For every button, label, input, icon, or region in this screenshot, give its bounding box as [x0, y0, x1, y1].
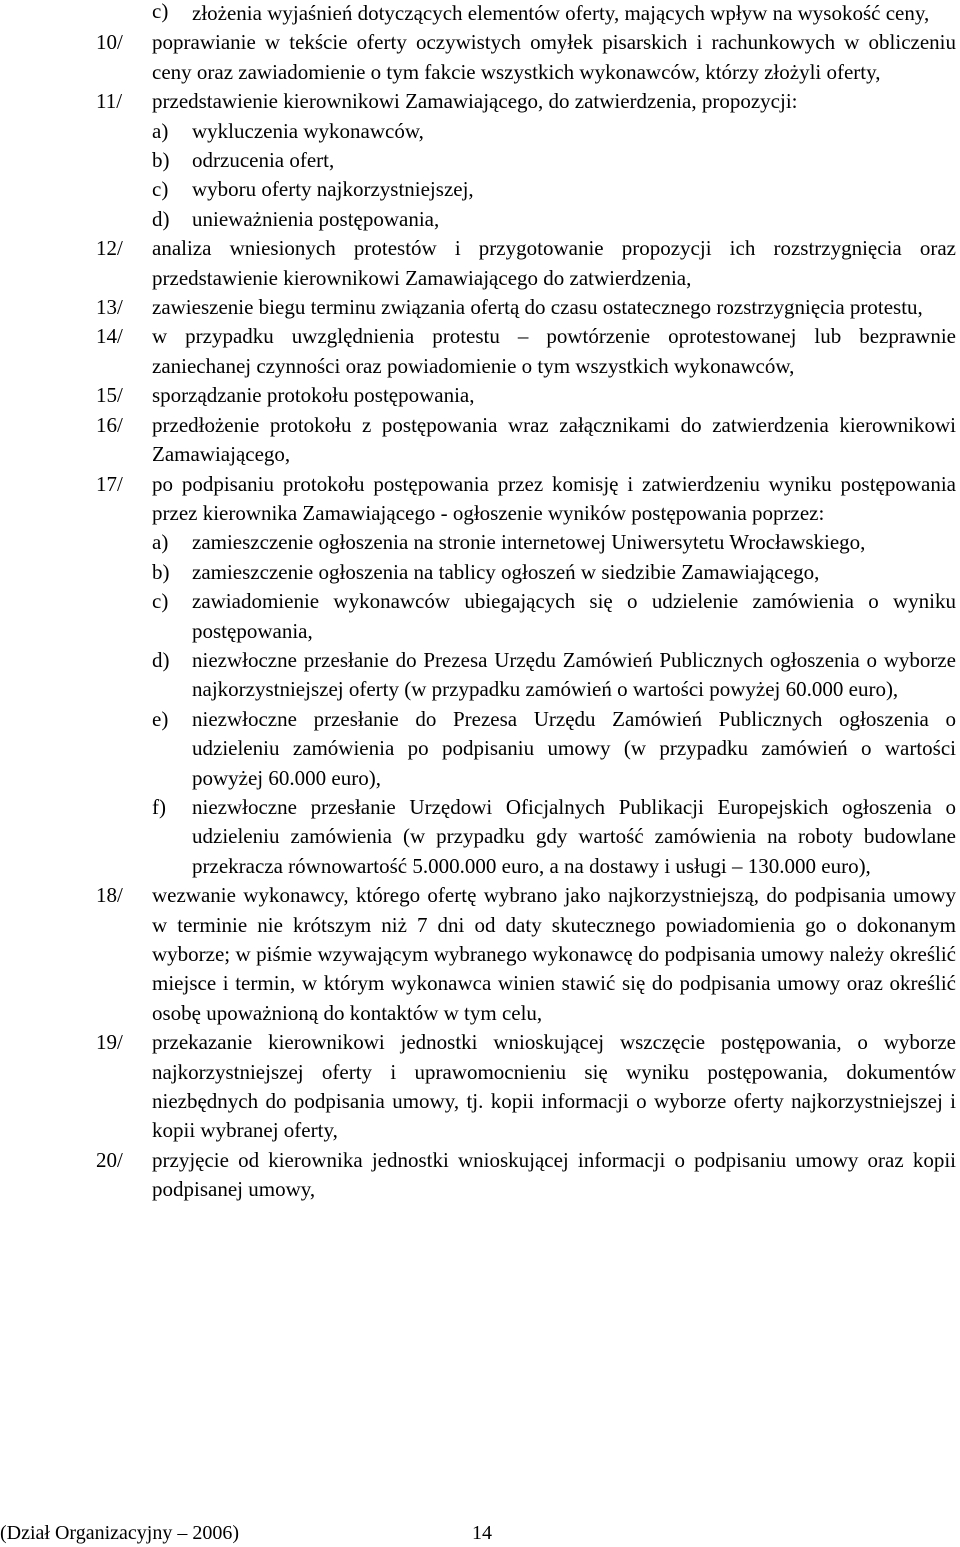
item-body — [152, 470, 956, 882]
item-text: sporządzanie protokołu postępowania, — [152, 383, 475, 408]
subitem — [152, 528, 956, 557]
subitem-letter: a) — [152, 118, 169, 143]
item-text: analiza wniesionych protestów i przygotowanie propozycji ich rozstrzygnięcia oraz przedstawienie kierownikowi Zamawiającego do zatwierdzenia, — [152, 236, 956, 290]
subitem-text: zawiadomienie wykonawców ubiegających się o udzielenie zamówienia o wyniku postępowania, — [192, 589, 956, 643]
subitem-text: zamieszczenie ogłoszenia na stronie internetowej Uniwersytetu Wrocławskiego, — [192, 530, 866, 555]
item-number: 11/ — [96, 89, 123, 114]
subitem-letter: d) — [152, 647, 170, 672]
subitem-letter: a) — [152, 530, 169, 555]
item-number: 17/ — [96, 471, 123, 496]
item-text: po podpisaniu protokołu postępowania przez komisję i zatwierdzeniu wyniku postępowania przez kierownika Zamawiającego - ogłoszenie wyników postępowania poprzez: — [152, 471, 956, 525]
subitem-letter: f) — [152, 794, 166, 819]
subitem-letter: b) — [152, 559, 170, 584]
list-item — [96, 234, 956, 293]
list-item — [96, 1028, 956, 1146]
subitem-letter: c) — [152, 177, 169, 202]
numbered-items — [96, 28, 956, 1204]
item-text: przekazanie kierownikowi jednostki wnioskującej wszczęcie postępowania, o wyborze najkorzystniejszej oferty i uprawomocnieniu się wyniku postępowania, dokumentów niezbędnych do podpisania umowy, tj. kopii informacji o wyborze oferty najkorzystniejszej i kopii wybranej oferty, — [152, 1030, 956, 1143]
subitem — [152, 146, 956, 175]
list-item — [96, 1146, 956, 1205]
subitem-letter: d) — [152, 206, 170, 231]
subitem-text: unieważnienia postępowania, — [192, 206, 440, 231]
item-body — [152, 381, 956, 410]
item-number: 14/ — [96, 324, 123, 349]
item-body — [152, 293, 956, 322]
item-text: wezwanie wykonawcy, którego ofertę wybrano jako najkorzystniejszą, do podpisania umowy w terminie nie krótszym niż 7 dni od daty skutecznego powiadomienia go o dokonanym wyborze; w piśmie wzywającym wybranego wykonawcę do podpisania umowy należy określić miejsce i termin, w którym wykonawca winien stawić się do podpisania umowy oraz określić osobę upoważnioną do kontaktów w tym celu, — [152, 883, 956, 1025]
subitem — [152, 705, 956, 793]
subitem — [152, 117, 956, 146]
item-text: przedstawienie kierownikowi Zamawiającego, do zatwierdzenia, propozycji: — [152, 89, 798, 114]
subitem — [152, 175, 956, 204]
item-text: przedłożenie protokołu z postępowania wraz załącznikami do zatwierdzenia kierownikowi Zamawiającego, — [152, 412, 956, 467]
page-number: 14 — [472, 1522, 492, 1544]
item-text: poprawianie w tekście oferty oczywistych omyłek pisarskich i rachunkowych w obliczeniu ceny oraz zawiadomienie o tym fakcie wszystkich wykonawców, którzy złożyli oferty, — [152, 30, 956, 84]
procedure-list — [96, 0, 956, 1205]
list-item — [96, 322, 956, 381]
subitem-text: wykluczenia wykonawców, — [192, 118, 424, 143]
lead-subitem — [152, 0, 956, 28]
subitem-text: odrzucenia ofert, — [192, 148, 335, 173]
subitem-text: złożenia wyjaśnień dotyczących elementów oferty, mających wpływ na wysokość ceny, — [192, 1, 930, 25]
item-number: 15/ — [96, 383, 123, 408]
subitem-text: niezwłoczne przesłanie do Prezesa Urzędu Zamówień Publicznych ogłoszenia o wyborze najkorzystniejszej oferty (w przypadku zamówień o wartości powyżej 60.000 euro), — [192, 647, 956, 702]
item-number: 20/ — [96, 1147, 123, 1172]
item-text: zawieszenie biegu terminu związania ofertą do czasu ostatecznego rozstrzygnięcia protestu, — [152, 295, 923, 320]
item-body — [152, 28, 956, 87]
subitem — [152, 205, 956, 234]
item-text: przyjęcie od kierownika jednostki wnioskującej informacji o podpisaniu umowy oraz kopii podpisanej umowy, — [152, 1147, 956, 1202]
subitem-letter: c) — [152, 0, 169, 23]
item-number: 13/ — [96, 295, 123, 320]
item-body — [152, 1146, 956, 1205]
subitem — [152, 793, 956, 881]
list-item — [96, 411, 956, 470]
list-item — [96, 87, 956, 234]
subitem-letter: e) — [152, 706, 169, 731]
item-number: 16/ — [96, 412, 123, 437]
subitem-text: niezwłoczne przesłanie do Prezesa Urzędu Zamówień Publicznych ogłoszenia o udzieleniu zamówienia po podpisaniu umowy (w przypadku zamówień o wartości powyżej 60.000 euro), — [192, 706, 956, 790]
subitem — [152, 558, 956, 587]
list-item — [96, 28, 956, 87]
subitem-text: wyboru oferty najkorzystniejszej, — [192, 177, 474, 202]
item-number: 12/ — [96, 236, 123, 261]
item-body — [152, 881, 956, 1028]
item-body — [152, 322, 956, 381]
subitem-text: niezwłoczne przesłanie Urzędowi Oficjalnych Publikacji Europejskich ogłoszenia o udzieleniu zamówienia (w przypadku gdy wartość zamówienia na roboty budowlane przekracza równowartość 5.000.000 euro, a na dostawy i usługi – 130.000 euro), — [192, 794, 956, 878]
item-number: 18/ — [96, 883, 123, 908]
subitem-letter: b) — [152, 148, 170, 173]
item-text: w przypadku uwzględnienia protestu – powtórzenie oprotestowanej lub bezprawnie zaniechanej czynności oraz powiadomienie o tym wszystkich wykonawców, — [152, 324, 956, 378]
list-item — [96, 293, 956, 322]
item-body — [152, 411, 956, 470]
subitem-text: zamieszczenie ogłoszenia na tablicy ogłoszeń w siedzibie Zamawiającego, — [192, 559, 820, 584]
item-number: 10/ — [96, 30, 123, 55]
item-body — [152, 87, 956, 234]
list-item — [96, 470, 956, 882]
list-item — [96, 881, 956, 1028]
subitem — [152, 646, 956, 705]
subitem — [152, 587, 956, 646]
item-body — [152, 1028, 956, 1146]
subitem-letter: c) — [152, 589, 169, 614]
item-body — [152, 234, 956, 293]
item-number: 19/ — [96, 1030, 123, 1055]
list-item — [96, 381, 956, 410]
footer-label: (Dział Organizacyjny – 2006) — [0, 1522, 239, 1544]
